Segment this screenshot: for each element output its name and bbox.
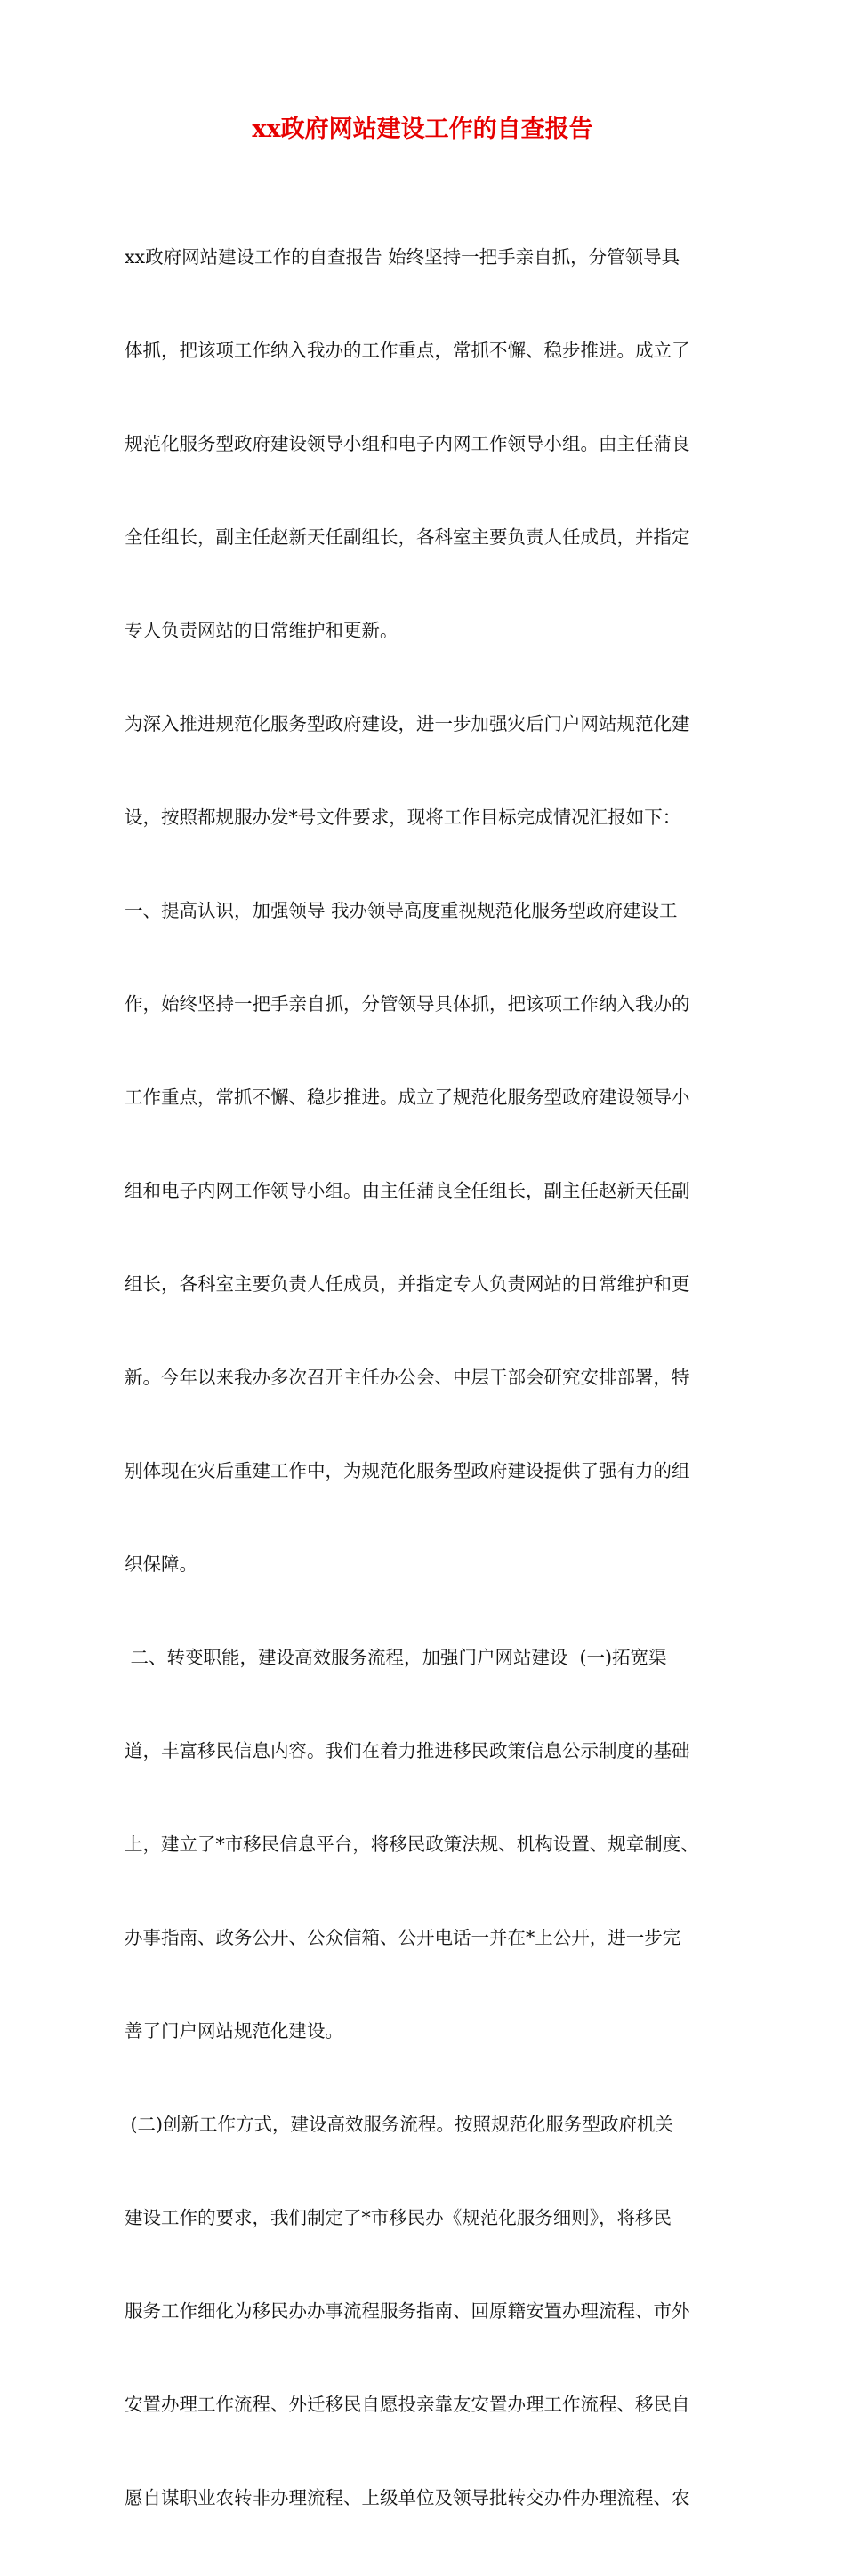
body-line: 别体现在灾后重建工作中，为规范化服务型政府建设提供了强有力的组 [125, 1460, 690, 1481]
body-line: 愿自谋职业农转非办理流程、上级单位及领导批转交办件办理流程、农 [125, 2487, 690, 2508]
body-line: 工作重点，常抓不懈、稳步推进。成立了规范化服务型政府建设领导小 [125, 1087, 690, 1108]
body-line: 服务工作细化为移民办办事流程服务指南、回原籍安置办理流程、市外 [125, 2300, 690, 2322]
body-line: 一、提高认识，加强领导 我办领导高度重视规范化服务型政府建设工 [125, 900, 678, 921]
body-line: 织保障。 [125, 1553, 197, 1575]
body-line: 设，按照都规服办发*号文件要求，现将工作目标完成情况汇报如下： [125, 807, 681, 828]
body-line: xx政府网站建设工作的自查报告 始终坚持一把手亲自抓，分管领导具 [125, 246, 680, 268]
body-line: 组和电子内网工作领导小组。由主任蒲良全任组长，副主任赵新天任副 [125, 1180, 690, 1201]
body-line: 全任组长，副主任赵新天任副组长，各科室主要负责人任成员，并指定 [125, 526, 690, 548]
body-line: 体抓，把该项工作纳入我办的工作重点，常抓不懈、稳步推进。成立了 [125, 340, 690, 361]
body-line: 建设工作的要求，我们制定了*市移民办《规范化服务细则》，将移民 [125, 2207, 672, 2228]
body-line: 安置办理工作流程、外迁移民自愿投亲靠友安置办理工作流程、移民自 [125, 2394, 690, 2415]
body-line: 善了门户网站规范化建设。 [125, 2020, 343, 2042]
body-line: 新。今年以来我办多次召开主任办公会、中层干部会研究安排部署，特 [125, 1367, 690, 1388]
body-line: 为深入推进规范化服务型政府建设，进一步加强灾后门户网站规范化建 [125, 713, 690, 734]
body-line: 专人负责网站的日常维护和更新。 [125, 620, 398, 641]
document-title: xx政府网站建设工作的自查报告 [252, 116, 593, 143]
body-line: 作，始终坚持一把手亲自抓，分管领导具体抓，把该项工作纳入我办的 [125, 993, 690, 1015]
body-line: 办事指南、政务公开、公众信箱、公开电话一并在*上公开，进一步完 [125, 1927, 681, 1948]
body-line: 二、转变职能，建设高效服务流程，加强门户网站建设 (一)拓宽渠 [125, 1647, 667, 1668]
body-line: 上，建立了*市移民信息平台，将移民政策法规、机构设置、规章制度、 [125, 1834, 699, 1855]
body-line: 规范化服务型政府建设领导小组和电子内网工作领导小组。由主任蒲良 [125, 433, 690, 454]
body-line: (二)创新工作方式，建设高效服务流程。按照规范化服务型政府机关 [125, 2114, 674, 2135]
document-body [125, 180, 726, 2576]
body-line: 组长，各科室主要负责人任成员，并指定专人负责网站的日常维护和更 [125, 1273, 690, 1295]
body-line: 道，丰富移民信息内容。我们在着力推进移民政策信息公示制度的基础 [125, 1740, 690, 1761]
